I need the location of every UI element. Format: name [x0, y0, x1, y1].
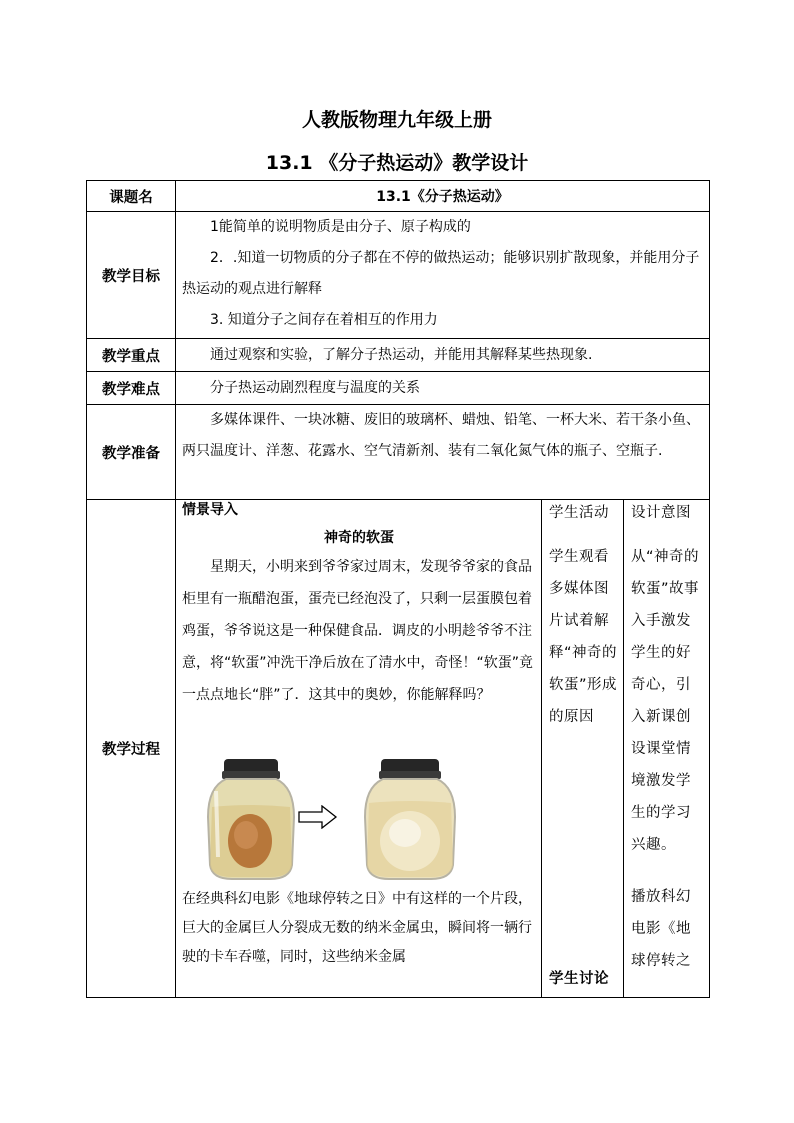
row-difficulty: [87, 372, 710, 405]
row-topic: [87, 181, 710, 212]
student-activity-cell: [542, 500, 624, 998]
jar-before-image: [202, 757, 300, 881]
goal-item-1: 1能简单的说明物质是由分子、原子构成的: [210, 219, 471, 235]
key-label: 教学重点: [87, 339, 176, 372]
jar-after-image: [361, 757, 459, 881]
preparation-cell: [176, 405, 710, 500]
goals-cell: [176, 212, 710, 339]
topic-label: 课题名: [87, 181, 176, 212]
film-text: 在经典科幻电影《地球停转之日》中有这样的一个片段，巨大的金属巨人分裂成无数的纳米金属虫，瞬间将一辆行驶的卡车吞噬，同时，这些纳米金属: [182, 891, 532, 965]
arrow-right-icon: [298, 805, 338, 829]
student-activity-header: 学生活动: [549, 505, 609, 521]
row-key: [87, 339, 710, 372]
design-intent-header: 设计意图: [631, 505, 691, 521]
row-preparation: [87, 405, 710, 500]
goal-item-3: 3. 知道分子之间存在着相互的作用力: [210, 312, 438, 328]
student-activity-text: 学生观看多媒体图片试着解释“神奇的软蛋”形成的原因: [549, 549, 618, 725]
egg-jars-illustration: [176, 757, 541, 881]
lesson-plan-table: [86, 180, 710, 998]
story-title: 神奇的软蛋: [324, 530, 394, 546]
difficulty-label: 教学难点: [87, 372, 176, 405]
row-process: [87, 500, 710, 998]
story-text: 星期天，小明来到爷爷家过周末，发现爷爷家的食品柜里有一瓶醋泡蛋，蛋壳已经泡没了，只剩一层蛋膜包着鸡蛋，爷爷说这是一种保健食品．调皮的小明趁爷爷不注意，将“软蛋”冲洗干净后放在了清水中，奇怪！“软蛋”竟一点点地长“胖”了．这其中的奥妙，你能解释吗？: [182, 559, 534, 703]
row-goals: [87, 212, 710, 339]
key-value: 通过观察和实验，了解分子热运动，并能用其解释某些热现象.: [210, 346, 593, 363]
lesson-title: 13.1 《分子热运动》教学设计: [265, 152, 529, 174]
difficulty-cell: [176, 372, 710, 405]
goals-label: 教学目标: [87, 212, 176, 339]
student-discuss-text: 学生讨论: [549, 971, 609, 987]
topic-value: 13.1《分子热运动》: [176, 181, 710, 212]
document-title: 人教版物理九年级上册: [301, 109, 492, 131]
difficulty-value: 分子热运动剧烈程度与温度的关系: [210, 379, 420, 396]
preparation-value: 多媒体课件、一块冰糖、废旧的玻璃杯、蜡烛、铅笔、一杯大米、若干条小鱼、两只温度计、洋葱、花露水、空气清新剂、装有二氧化氮气体的瓶子、空瓶子.: [182, 412, 700, 459]
process-content: [176, 500, 542, 998]
section-title: 情景导入: [182, 502, 238, 518]
preparation-label: 教学准备: [87, 405, 176, 500]
key-cell: [176, 339, 710, 372]
design-intent-cell: [624, 500, 710, 998]
process-label: 教学过程: [87, 500, 176, 998]
design-intent-text: 从“神奇的软蛋”故事入手激发学生的好奇心，引入新课创设课堂情境激发学生的学习兴趣。: [631, 549, 700, 853]
goal-item-2: 2．.知道一切物质的分子都在不停的做热运动；能够识别扩散现象，并能用分子热运动的观点进行解释: [182, 250, 700, 297]
design-intent-text-2: 播放科幻电影《地球停转之: [631, 889, 691, 969]
